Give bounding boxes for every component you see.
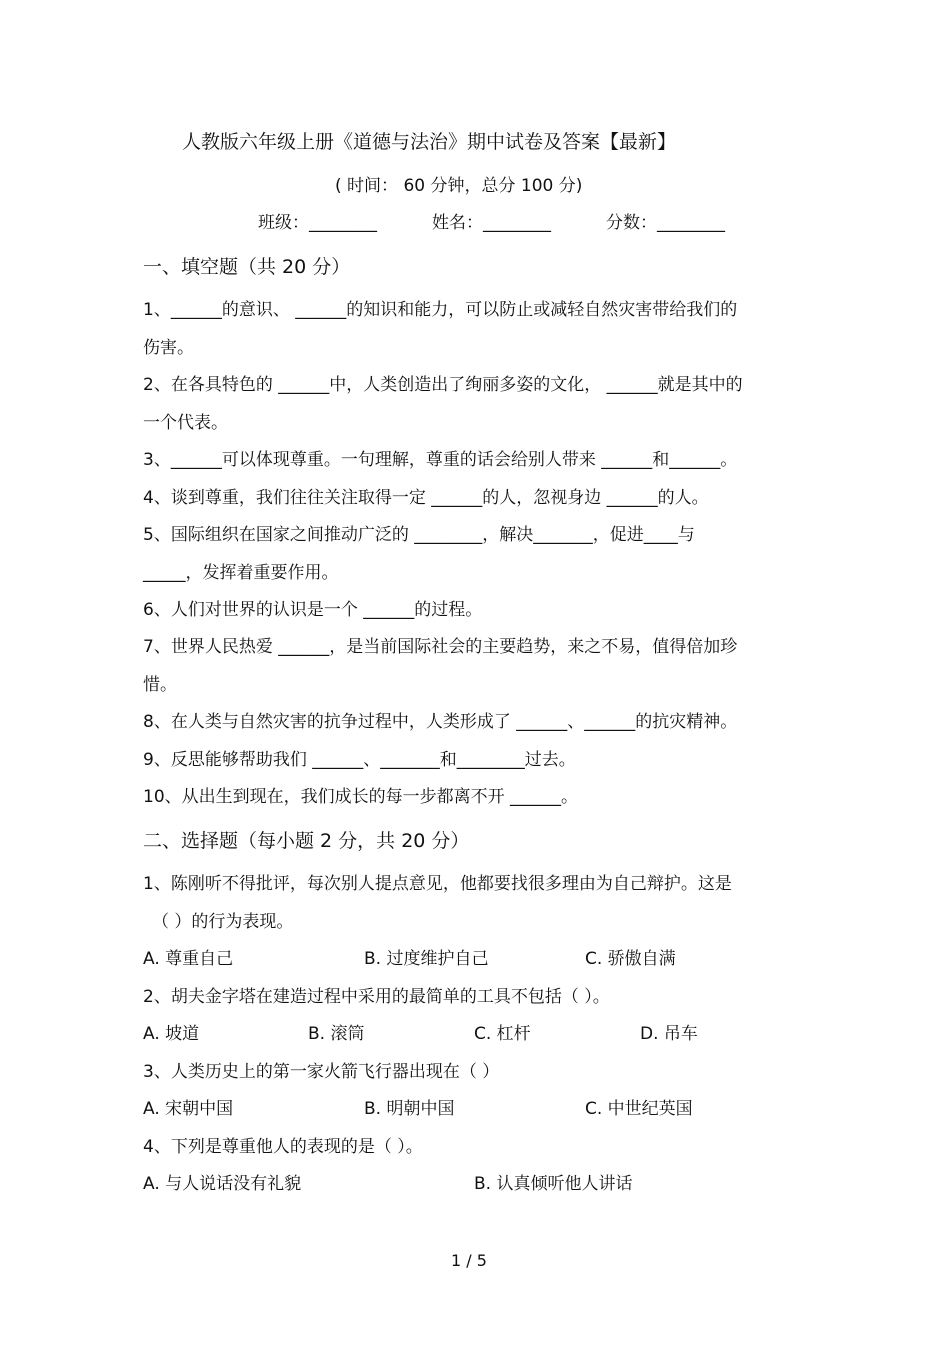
answer-option: C. 骄傲自满 [585,949,676,969]
question-line: 伤害。 [143,338,194,358]
section-heading-fill-blank: 一、填空题（共 20 分） [143,256,351,278]
question-line: 3、人类历史上的第一家火箭飞行器出现在（ ） [143,1062,500,1082]
answer-option: C. 杠杆 [474,1024,531,1044]
question-line: 4、下列是尊重他人的表现的是（ ）。 [143,1137,423,1157]
question-line: 2、在各具特色的 ______中，人类创造出了绚丽多姿的文化， ______就是其中的 [143,375,743,395]
question-line: 2、胡夫金字塔在建造过程中采用的最简单的工具不包括（ ）。 [143,987,610,1007]
answer-option: D. 吊车 [640,1024,698,1044]
score-field: 分数：________ [606,213,725,233]
question-line: 4、谈到尊重，我们往往关注取得一定 ______的人，忽视身边 ______的人。 [143,488,709,508]
exam-time-info: ( 时间： 60 分钟，总分 100 分) [335,176,583,196]
question-line: 10、从出生到现在，我们成长的每一步都离不开 ______。 [143,787,579,807]
answer-option: C. 中世纪英国 [585,1099,693,1119]
question-line: 7、世界人民热爱 ______，是当前国际社会的主要趋势，来之不易，值得倍加珍 [143,637,738,657]
answer-option: B. 过度维护自己 [364,949,489,969]
question-line: 3、______可以体现尊重。一句理解，尊重的话会给别人带来 ______和______。 [143,450,738,470]
question-line: 5、国际组织在国家之间推动广泛的 ________，解决_______，促进____与 [143,525,695,545]
answer-option: A. 坡道 [143,1024,200,1044]
question-line: 一个代表。 [143,413,228,433]
question-line: 9、反思能够帮助我们 ______、_______和________过去。 [143,750,576,770]
answer-option: B. 明朝中国 [364,1099,455,1119]
question-line: 8、在人类与自然灾害的抗争过程中，人类形成了 ______、______的抗灾精神。 [143,712,738,732]
name-field: 姓名：________ [432,213,551,233]
section-heading-multiple-choice: 二、选择题（每小题 2 分，共 20 分） [143,830,470,852]
question-line: 1、______的意识、 ______的知识和能力，可以防止或减轻自然灾害带给我们的 [143,300,738,320]
question-line: _____，发挥着重要作用。 [143,563,339,583]
question-line: 6、人们对世界的认识是一个 ______的过程。 [143,600,483,620]
question-line: （ ）的行为表现。 [152,912,294,932]
question-line: 1、陈刚听不得批评，每次别人提点意见，他都要找很多理由为自己辩护。这是 [143,874,732,894]
answer-option: B. 认真倾听他人讲话 [474,1174,633,1194]
answer-option: A. 与人说话没有礼貌 [143,1174,302,1194]
answer-option: A. 宋朝中国 [143,1099,234,1119]
question-line: 惜。 [143,675,177,695]
document-title: 人教版六年级上册《道德与法治》期中试卷及答案【最新】 [182,131,677,153]
answer-option: B. 滚筒 [308,1024,365,1044]
answer-option: A. 尊重自己 [143,949,234,969]
class-field: 班级：________ [258,213,377,233]
page-number: 1 / 5 [451,1251,487,1270]
